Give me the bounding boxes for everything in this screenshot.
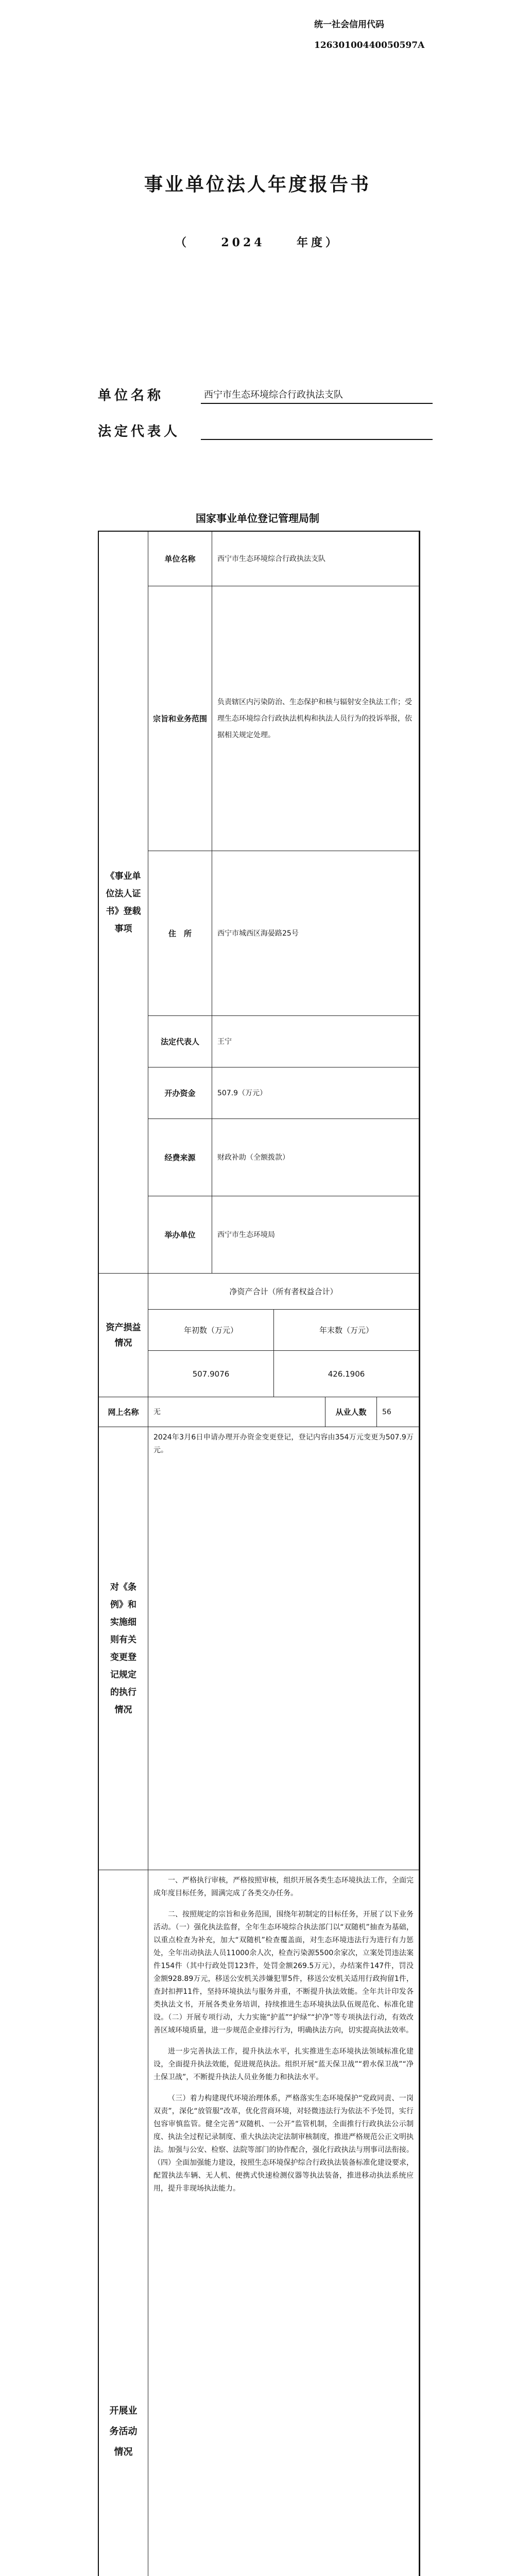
assets-header: 净资产合计（所有者权益合计）	[148, 1274, 419, 1310]
year-suffix: 年度）	[296, 236, 340, 249]
business-paragraph: 进一步完善执法工作，提升执法水平，扎实推进生态环境执法领域标准化建设，全面提升执法效能，促进规范执法。组织开展“蓝天保卫战”“碧水保卫战”“净土保卫战”，不断提升执法人员业务能力和执法水平。	[153, 2047, 414, 2081]
reg-label-address: 住 所	[148, 851, 212, 1016]
reg-value-legal-rep: 王宁	[212, 1016, 419, 1067]
changes-body	[148, 1427, 419, 1870]
business-body	[148, 1870, 419, 2576]
issuer: 国家事业单位登记管理局制	[196, 512, 319, 524]
reg-value-sponsor: 西宁市生态环境局	[212, 1196, 419, 1274]
online-name-value: 无	[148, 1397, 325, 1427]
business-paragraph: 一、严格执行审核，严格按照审核，组织开展各类生态环境执法工作，全面完成年度目标任务，圆满完成了各类交办任务。	[153, 1876, 414, 1897]
unit-name-label: 单位名称	[98, 388, 164, 403]
report-title: 事业单位法人年度报告书	[144, 174, 371, 195]
assets-col-end: 年末数（万元）	[274, 1310, 419, 1351]
reg-value-unit-name: 西宁市生态环境综合行政执法支队	[212, 532, 419, 586]
unit-name-value: 西宁市生态环境综合行政执法支队	[201, 381, 433, 404]
legal-rep-row	[98, 417, 433, 440]
year-value: 2024	[221, 236, 265, 249]
credit-code-label: 统一社会信用代码	[314, 20, 384, 30]
assets-end-value: 426.1906	[274, 1351, 419, 1397]
reg-label-capital: 开办资金	[148, 1067, 212, 1119]
assets-col-begin: 年初数（万元）	[148, 1310, 274, 1351]
online-name-label: 网上名称	[99, 1397, 148, 1427]
reg-value-funding: 财政补助（全额拨款）	[212, 1119, 419, 1196]
reg-label-unit-name: 单位名称	[148, 532, 212, 586]
assets-group-label: 资产损益情况	[99, 1274, 148, 1397]
legal-rep-value	[201, 417, 433, 440]
credit-code: 12630100440050597A	[314, 40, 425, 50]
reg-value-address: 西宁市城西区海晏路25号	[212, 851, 419, 1016]
reg-label-scope: 宗旨和业务范围	[148, 586, 212, 851]
reg-value-scope: 负责辖区内污染防治、生态保护和核与辐射安全执法工作；受理生态环境综合行政执法机构和执法人员行为的投诉举报，依据相关规定处理。	[212, 586, 419, 851]
reg-label-sponsor: 举办单位	[148, 1196, 212, 1274]
business-paragraph: （三）着力构建现代环境治理体系，严格落实生态环境保护“党政同责、一岗双责”，深化“放管服”改革，优化营商环境，对轻微违法行为依法不予处罚，实行包容审慎监管。健全完善“双随机、一公开”监管机制，全面推行行政执法公示制度、执法全过程记录制度、重大执法决定法制审核制度，推进严格规范公正文明执法。加强与公安、检察、法院等部门的协作配合，强化行政执法与刑事司法衔接。（四）全面加强能力建设，按照生态环境保护综合行政执法装备标准化建设要求，配置执法车辆、无人机、便携式快速检测仪器等执法装备，推进移动执法系统应用，提升非现场执法能力。	[153, 2094, 414, 2193]
reg-label-funding: 经费来源	[148, 1119, 212, 1196]
changes-label: 对《条例》和实施细则有关变更登记规定的执行情况	[99, 1427, 148, 1870]
reg-value-capital: 507.9（万元）	[212, 1067, 419, 1119]
staff-count-value: 56	[377, 1397, 419, 1427]
assets-begin-value: 507.9076	[148, 1351, 274, 1397]
changes-text: 2024年3月6日申请办理开办资金变更登记，登记内容由354万元变更为507.9万元。	[153, 1433, 414, 1454]
report-sheet	[98, 531, 420, 2576]
staff-count-label: 从业人数	[325, 1397, 377, 1427]
unit-name-row	[98, 381, 433, 404]
year-open: （	[175, 236, 190, 249]
legal-rep-label: 法定代表人	[98, 424, 181, 439]
business-paragraph: 二、按照规定的宗旨和业务范围，围绕年初制定的目标任务，开展了以下业务活动。（一）强化执法监督，全年生态环境综合执法部门以“双随机”抽查为基础，以重点检查为补充，加大“双随机”检查覆盖面，对生态环境违法行为进行有力惩处，全年出动执法人员11000余人次，检查污染源5500余家次，立案处罚违法案件154件（其中行政处罚123件，处罚金额269.5万元），办结案件147件，罚没金额928.89万元，移送公安机关涉嫌犯罪5件，移送公安机关适用行政拘留1件，查封扣押11件，坚持环境执法与服务并重，不断提升执法效能。全年共计印发各类执法文书，开展各类业务培训，持续推进生态环境执法队伍规范化、标准化建设。（二）开展专项行动，大力实施“护蓝”“护绿”“护净”等专项执法行动，有效改善区域环境质量，进一步规范企业排污行为，明确执法方向，切实提高执法效率。	[153, 1910, 414, 2035]
report-year	[0, 234, 515, 250]
reg-label-legal-rep: 法定代表人	[148, 1016, 212, 1067]
registration-group-label: 《事业单位法人证书》登载事项	[99, 532, 148, 1274]
business-label: 开展业务活动情况	[99, 1870, 148, 2576]
